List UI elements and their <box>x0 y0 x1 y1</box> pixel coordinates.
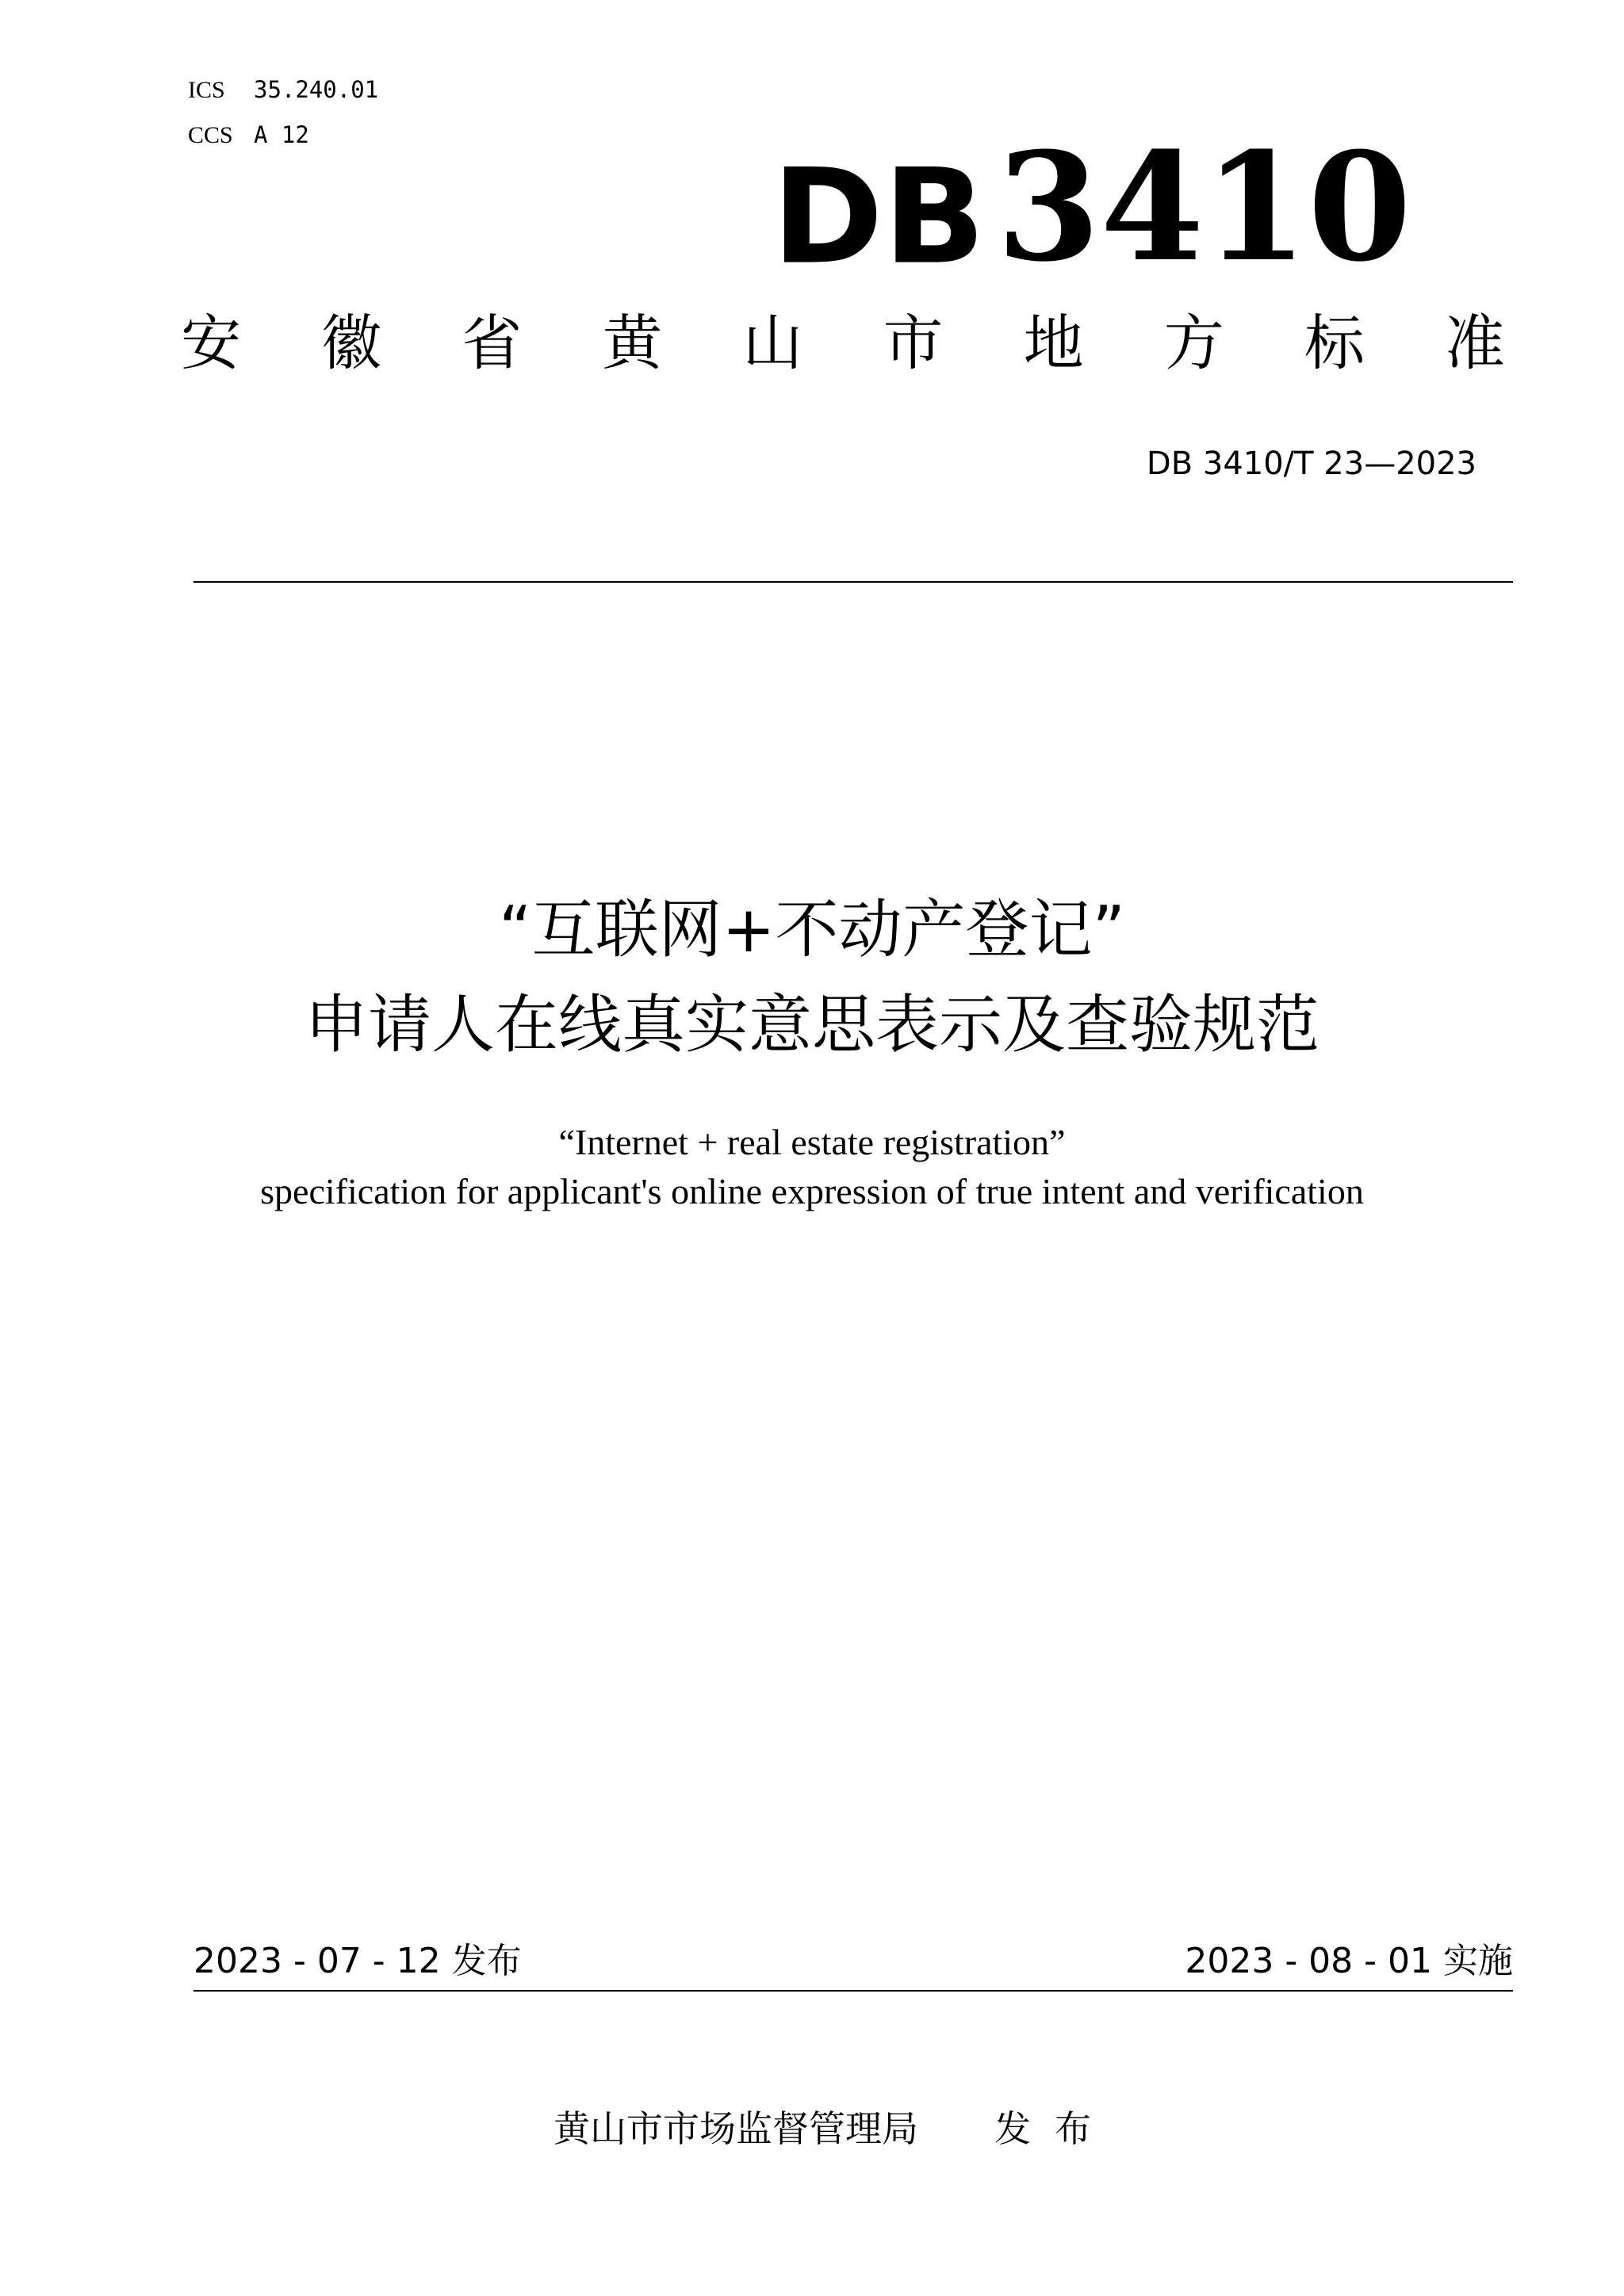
header-divider <box>193 581 1513 583</box>
standard-type-char: 山 <box>742 308 803 378</box>
issue-date: 2023 - 07 - 12 发布 <box>193 1941 522 1981</box>
title-en-line2: specification for applicant's online expression of true intent and verification <box>260 1171 1364 1211</box>
standard-type-char: 市 <box>883 308 944 378</box>
ccs-label: CCS <box>188 122 233 148</box>
ccs-value: A 12 <box>254 121 309 148</box>
standard-code: DB 3410/T 23—2023 <box>1146 446 1477 482</box>
ics-classification <box>188 76 378 104</box>
db-logo <box>772 120 1411 295</box>
standard-type-char: 徽 <box>321 308 382 378</box>
ics-label: ICS <box>188 77 225 103</box>
title-zh-line2: 申请人在线真实意思表示及查验规范 <box>304 988 1320 1062</box>
standard-type-char: 准 <box>1444 308 1505 378</box>
footer-divider <box>193 1990 1513 1992</box>
standard-type-char: 方 <box>1163 308 1224 378</box>
db-logo-number: 3410 <box>996 120 1411 295</box>
ics-value: 35.240.01 <box>254 76 379 103</box>
ccs-classification <box>188 121 309 149</box>
issuer-name: 黄山市市场监督管理局 <box>553 2107 918 2150</box>
standard-type-char: 地 <box>1023 308 1084 378</box>
issuing-authority <box>553 2107 1115 2150</box>
standard-type-char: 安 <box>181 308 241 378</box>
standard-type-char: 标 <box>1304 308 1365 378</box>
standard-type-char: 省 <box>462 308 523 378</box>
standard-type-char: 黄 <box>602 308 663 378</box>
implementation-date: 2023 - 08 - 01 实施 <box>1185 1941 1513 1981</box>
title-en-line1: “Internet + real estate registration” <box>558 1122 1066 1162</box>
title-zh-line1: “互联网+不动产登记” <box>499 893 1125 966</box>
issuer-verb: 发布 <box>994 2107 1115 2150</box>
standard-type-heading <box>181 308 1505 378</box>
db-logo-prefix: DB <box>772 140 986 294</box>
